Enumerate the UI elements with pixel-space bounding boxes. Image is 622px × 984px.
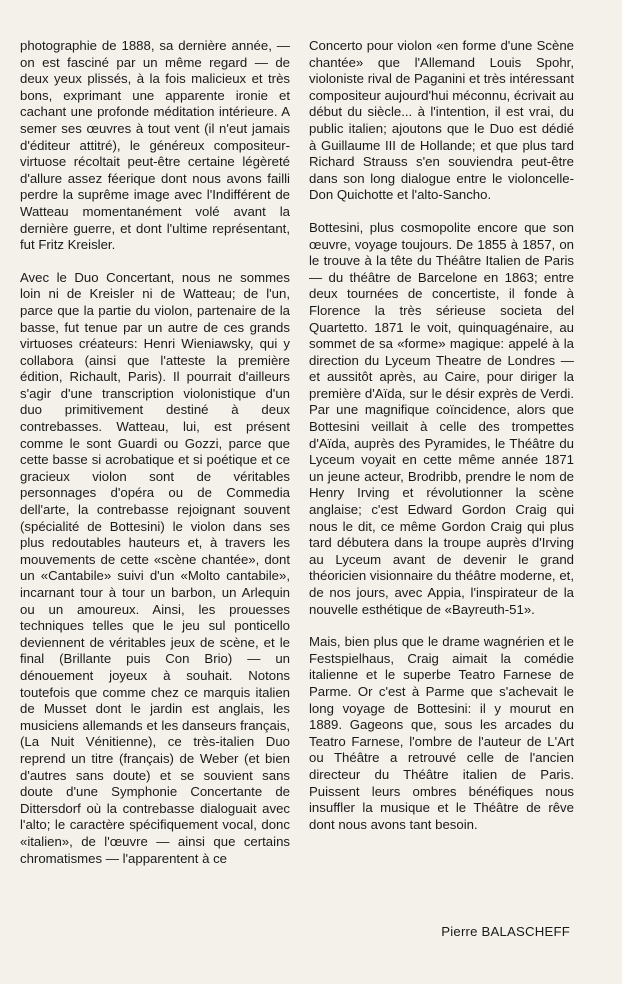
right-column xyxy=(309,38,574,849)
left-paragraph-1: photographie de 1888, sa dernière année, — on est fasciné par un même regard — de deux yeux plissés, à la fois malicieux et très bons, exprimant une apparente ironie et cachant une profonde méditation intérieure. A semer ses œuvres à tout vent (il n'eut jamais d'éditeur attitré), le généreux compositeur-virtuose récoltait peut-être certaine légèreté d'allure assez féerique dont nous avons failli perdre la suprême image avec l'Indifférent de Watteau momentanément volé avant la dernière guerre, et dont l'ultime représentant, fut Fritz Kreisler. xyxy=(20,38,290,253)
left-paragraph-2: Avec le Duo Concertant, nous ne sommes loin ni de Kreisler ni de Watteau; de l'un, parce que la partie du violon, partenaire de la basse, fut tenue par un autre de ces grands virtuoses créateurs: Henri Wieniawsky, qui y collabora (ainsi que l'atteste la première édition, Richault, Paris). Il pourrait d'ailleurs s'agir d'une transcription violonistique d'un duo primitivement destiné à deux contrebasses. Watteau, lui, est présent comme le sont Guardi ou Gozzi, parce que cette basse si acrobatique et si poétique et ce gracieux violon sont de véritables personnages d'opéra ou de Commedia dell'arte, la contrebasse rejoignant souvent (spécialité de Bottesini) le violon dans ses plus redoutables hauteurs et, à travers les mouvements de cette «scène chantée», dont un «Cantabile» suivi d'un «Molto cantabile», incarnant tour à tour un barbon, un Arlequin ou un amoureux. Ainsi, les prouesses techniques telles que le jeu sul ponticello deviennent de véritables jeux de scène, et le final (Brillante puis Con Brio) — un dénouement joyeux à souhait. Notons toutefois que comme chez ce marquis italien de Musset dont le jardin est anglais, les musiciens allemands et les danseurs français, (La Nuit Vénitienne), ce très-italien Duo reprend un titre (français) de Weber (et bien d'autres sans doute) et se souvient sans doute d'une Symphonie Concertante de Dittersdorf où la contrebasse dialoguait avec l'alto; le caractère spécifiquement vocal, donc «italien», de l'œuvre — ainsi que certains chromatismes — l'apparentent à ce xyxy=(20,269,290,866)
left-column xyxy=(20,38,290,883)
author-signature: Pierre BALASCHEFF xyxy=(441,924,570,939)
right-paragraph-2: Bottesini, plus cosmopolite encore que son œuvre, voyage toujours. De 1855 à 1857, on le trouve à la tête du Théâtre Italien de Paris — du théâtre de Barcelone en 1863; entre deux tournées de concertiste, il fonde à Florence la très sérieuse societa del Quartetto. 1871 le voit, quinquagénaire, au sommet de sa «forme» magique: appelé à la direction du Lyceum Theatre de Londres — et aussitôt après, au Caire, pour diriger la première d'Aïda, sur le désir exprès de Verdi. Par une magnifique coïncidence, alors que Bottesini veillait à celle des trompettes d'Aïda, auprès des Pyramides, le Théâtre du Lyceum voyait en cette même année 1871 un jeune acteur, Brodribb, prendre le nom de Henry Irving et révolutionner la scène anglaise; c'est Edward Gordon Craig qui nous le dit, ce même Gordon Craig qui plus tard débutera dans la troupe auprès d'Irving au Lyceum avant de devenir le grand théoricien visionnaire du théâtre moderne, et, de nos jours, avec Appia, l'inspirateur de la nouvelle esthétique de «Bayreuth-51». xyxy=(309,219,574,617)
right-paragraph-3: Mais, bien plus que le drame wagnérien et le Festspielhaus, Craig aimait la comédie italienne et le superbe Teatro Farnese de Parme. Or c'est à Parme que s'achevait le long voyage de Bottesini: il y mourut en 1889. Gageons que, sous les arcades du Teatro Farnese, l'ombre de l'auteur de L'Art ou Théâtre a retrouvé celle de l'ancien directeur du Théâtre italien de Paris. Puissent leurs ombres bénéfiques nous insuffler la musique et le Théâtre de rêve dont nous avons tant besoin. xyxy=(309,634,574,832)
right-paragraph-1: Concerto pour violon «en forme d'une Scène chantée» que l'Allemand Louis Spohr, violoniste rival de Paganini et très intéressant compositeur aujourd'hui méconnu, écrivait au début du siècle... à l'intention, il est vrai, du public italien; ajoutons que le Duo est dédié à Guillaume III de Hollande; et que plus tard Richard Strauss s'en souviendra peut-être dans son long dialogue entre le violoncelle-Don Quichotte et l'alto-Sancho. xyxy=(309,38,574,203)
